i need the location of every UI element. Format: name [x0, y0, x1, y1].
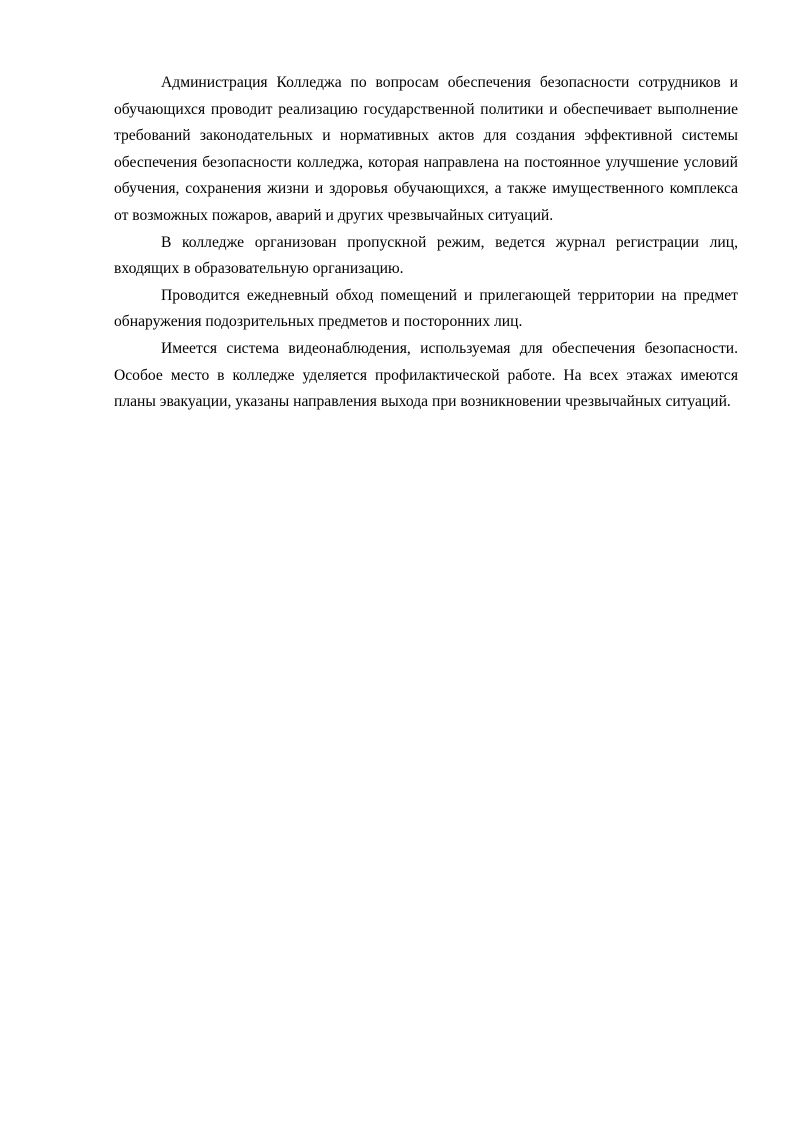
paragraph-access-control: В колледже организован пропускной режим, ведется журнал регистрации лиц, входящих в образовательную организацию. [114, 233, 738, 278]
paragraph-daily-inspection: Проводится ежедневный обход помещений и прилегающей территории на предмет обнаружения подозрительных предметов и посторонних лиц. [114, 286, 738, 331]
paragraph-video-surveillance: Имеется система видеонаблюдения, используемая для обеспечения безопасности. Особое место в колледже уделяется профилактической работе. На всех этажах имеются планы эвакуации, указаны направления выхода при возникновении чрезвычайных ситуаций. [114, 339, 738, 411]
document-body [114, 70, 738, 416]
paragraph-security-policy: Администрация Колледжа по вопросам обеспечения безопасности сотрудников и обучающихся проводит реализацию государственной политики и обеспечивает выполнение требований законодательных и нормативных актов для создания эффективной системы обеспечения безопасности колледжа, которая направлена на постоянное улучшение условий обучения, сохранения жизни и здоровья обучающихся, а также имущественного комплекса от возможных пожаров, аварий и других чрезвычайных ситуаций. [114, 74, 738, 224]
